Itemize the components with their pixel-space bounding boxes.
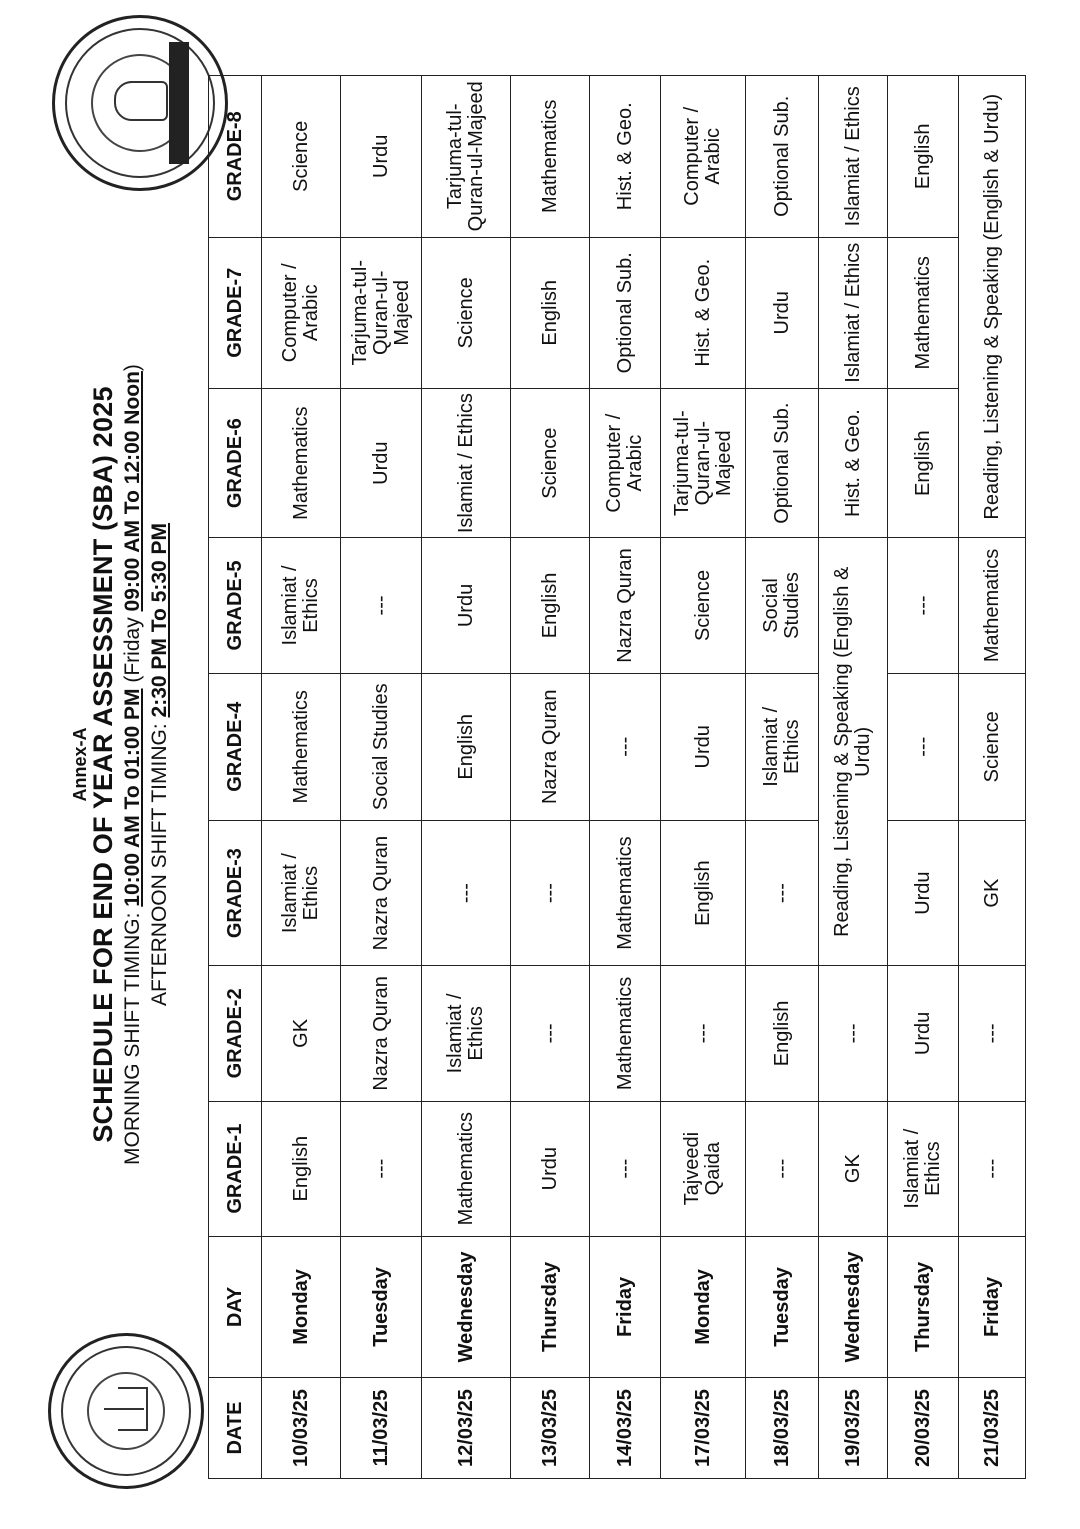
grade-3-cell: --- (422, 820, 511, 965)
grade-7-cell: Mathematics (888, 237, 959, 388)
grade-1-cell: Tajveedi Qaida (661, 1101, 746, 1236)
grade-6-cell: Islamiat / Ethics (422, 388, 511, 537)
column-header-date: DATE (209, 1378, 262, 1479)
grade-5-cell: Social Studies (746, 538, 819, 673)
grade-2-cell: Mathematics (590, 966, 661, 1101)
table-row (959, 76, 1026, 1479)
grade-3-cell: Mathematics (590, 820, 661, 965)
grade-6-8-merged-cell: Reading, Listening & Speaking (English & Urdu) (959, 76, 1026, 538)
grade-4-cell: --- (888, 673, 959, 820)
grade-8-cell: Hist. & Geo. (590, 76, 661, 238)
grade-2-cell: GK (262, 966, 341, 1101)
grade-7-cell: Computer / Arabic (262, 237, 341, 388)
grade-2-cell: --- (661, 966, 746, 1101)
table-row (422, 76, 511, 1479)
schedule-table (208, 75, 1026, 1479)
column-header-grade-8: GRADE-8 (209, 76, 262, 238)
afternoon-shift-timing: AFTERNOON SHIFT TIMING: 2:30 PM To 5:30 PM (148, 522, 171, 1007)
grade-3-cell: Islamiat / Ethics (262, 820, 341, 965)
grade-7-cell: Urdu (746, 237, 819, 388)
grade-3-cell: --- (746, 820, 819, 965)
grade-1-cell: Islamiat / Ethics (888, 1101, 959, 1236)
grade-4-cell: Science (959, 673, 1026, 820)
grade-5-cell: Islamiat / Ethics (262, 538, 341, 673)
column-header-grade-6: GRADE-6 (209, 388, 262, 537)
table-row (511, 76, 590, 1479)
grade-1-cell: Urdu (511, 1101, 590, 1236)
grade-5-cell: English (511, 538, 590, 673)
grade-2-cell: --- (959, 966, 1026, 1101)
table-header-row (209, 76, 262, 1479)
grade-5-cell: Urdu (422, 538, 511, 673)
grade-3-cell: Urdu (888, 820, 959, 965)
grade-8-cell: Urdu (341, 76, 422, 238)
grade-3-cell: English (661, 820, 746, 965)
grade-7-cell: Islamiat / Ethics (819, 237, 888, 388)
day-cell: Tuesday (341, 1236, 422, 1377)
grade-6-cell: English (888, 388, 959, 537)
grade-5-cell: Science (661, 538, 746, 673)
grade-8-cell: Mathematics (511, 76, 590, 238)
grade-4-cell: English (422, 673, 511, 820)
grade-4-cell: Mathematics (262, 673, 341, 820)
grade-2-cell: Urdu (888, 966, 959, 1101)
grade-2-cell: --- (511, 966, 590, 1101)
grade-2-cell: English (746, 966, 819, 1101)
day-cell: Wednesday (422, 1236, 511, 1377)
grade-1-cell: GK (819, 1101, 888, 1236)
column-header-grade-4: GRADE-4 (209, 673, 262, 820)
morning-shift-timing: MORNING SHIFT TIMING: 10:00 AM To 01:00 PM (Friday 09:00 AM To 12:00 Noon) (121, 364, 144, 1165)
date-cell: 10/03/25 (262, 1378, 341, 1479)
grade-6-cell: Computer / Arabic (590, 388, 661, 537)
annex-label: Annex-A (70, 727, 90, 802)
grade-3-cell: GK (959, 820, 1026, 965)
grade-8-cell: English (888, 76, 959, 238)
column-header-grade-5: GRADE-5 (209, 538, 262, 673)
grade-6-cell: Mathematics (262, 388, 341, 537)
grade-2-cell: --- (819, 966, 888, 1101)
date-cell: 21/03/25 (959, 1378, 1026, 1479)
date-cell: 11/03/25 (341, 1378, 422, 1479)
grade-3-5-merged-cell: Reading, Listening & Speaking (English & Urdu) (819, 538, 888, 966)
grade-2-cell: Islamiat / Ethics (422, 966, 511, 1101)
grade-6-cell: Tarjuma-tul-Quran-ul-Majeed (661, 388, 746, 537)
grade-1-cell: --- (341, 1101, 422, 1236)
table-row (888, 76, 959, 1479)
grade-5-cell: --- (888, 538, 959, 673)
table-row (661, 76, 746, 1479)
column-header-grade-7: GRADE-7 (209, 237, 262, 388)
date-cell: 13/03/25 (511, 1378, 590, 1479)
page-title: SCHEDULE FOR END OF YEAR ASSESSMENT (SBA) 2025 (88, 386, 118, 1143)
grade-1-cell: English (262, 1101, 341, 1236)
day-cell: Friday (959, 1236, 1026, 1377)
column-header-grade-2: GRADE-2 (209, 966, 262, 1101)
column-header-grade-1: GRADE-1 (209, 1101, 262, 1236)
date-cell: 12/03/25 (422, 1378, 511, 1479)
column-header-grade-3: GRADE-3 (209, 820, 262, 965)
grade-6-cell: Science (511, 388, 590, 537)
grade-7-cell: Tarjuma-tul-Quran-ul-Majeed (341, 237, 422, 388)
date-cell: 14/03/25 (590, 1378, 661, 1479)
grade-7-cell: Hist. & Geo. (661, 237, 746, 388)
grade-1-cell: Mathematics (422, 1101, 511, 1236)
grade-2-cell: Nazra Quran (341, 966, 422, 1101)
day-cell: Wednesday (819, 1236, 888, 1377)
day-cell: Thursday (888, 1236, 959, 1377)
column-header-day: DAY (209, 1236, 262, 1377)
grade-4-cell: --- (590, 673, 661, 820)
date-cell: 20/03/25 (888, 1378, 959, 1479)
day-cell: Friday (590, 1236, 661, 1377)
grade-6-cell: Hist. & Geo. (819, 388, 888, 537)
grade-1-cell: --- (746, 1101, 819, 1236)
day-cell: Monday (262, 1236, 341, 1377)
day-cell: Tuesday (746, 1236, 819, 1377)
table-row (262, 76, 341, 1479)
table-row (819, 76, 888, 1479)
grade-8-cell: Islamiat / Ethics (819, 76, 888, 238)
table-row (746, 76, 819, 1479)
grade-8-cell: Optional Sub. (746, 76, 819, 238)
grade-8-cell: Tarjuma-tul-Quran-ul-Majeed (422, 76, 511, 238)
date-cell: 18/03/25 (746, 1378, 819, 1479)
grade-4-cell: Social Studies (341, 673, 422, 820)
grade-5-cell: Mathematics (959, 538, 1026, 673)
grade-1-cell: --- (590, 1101, 661, 1236)
grade-4-cell: Nazra Quran (511, 673, 590, 820)
date-cell: 19/03/25 (819, 1378, 888, 1479)
grade-8-cell: Computer / Arabic (661, 76, 746, 238)
grade-3-cell: --- (511, 820, 590, 965)
grade-1-cell: --- (959, 1101, 1026, 1236)
grade-4-cell: Urdu (661, 673, 746, 820)
date-cell: 17/03/25 (661, 1378, 746, 1479)
grade-8-cell: Science (262, 76, 341, 238)
table-row (590, 76, 661, 1479)
day-cell: Thursday (511, 1236, 590, 1377)
grade-4-cell: Islamiat / Ethics (746, 673, 819, 820)
grade-7-cell: Optional Sub. (590, 237, 661, 388)
table-row (341, 76, 422, 1479)
grade-6-cell: Optional Sub. (746, 388, 819, 537)
grade-7-cell: Science (422, 237, 511, 388)
day-cell: Monday (661, 1236, 746, 1377)
grade-5-cell: Nazra Quran (590, 538, 661, 673)
grade-5-cell: --- (341, 538, 422, 673)
grade-3-cell: Nazra Quran (341, 820, 422, 965)
grade-6-cell: Urdu (341, 388, 422, 537)
grade-7-cell: English (511, 237, 590, 388)
